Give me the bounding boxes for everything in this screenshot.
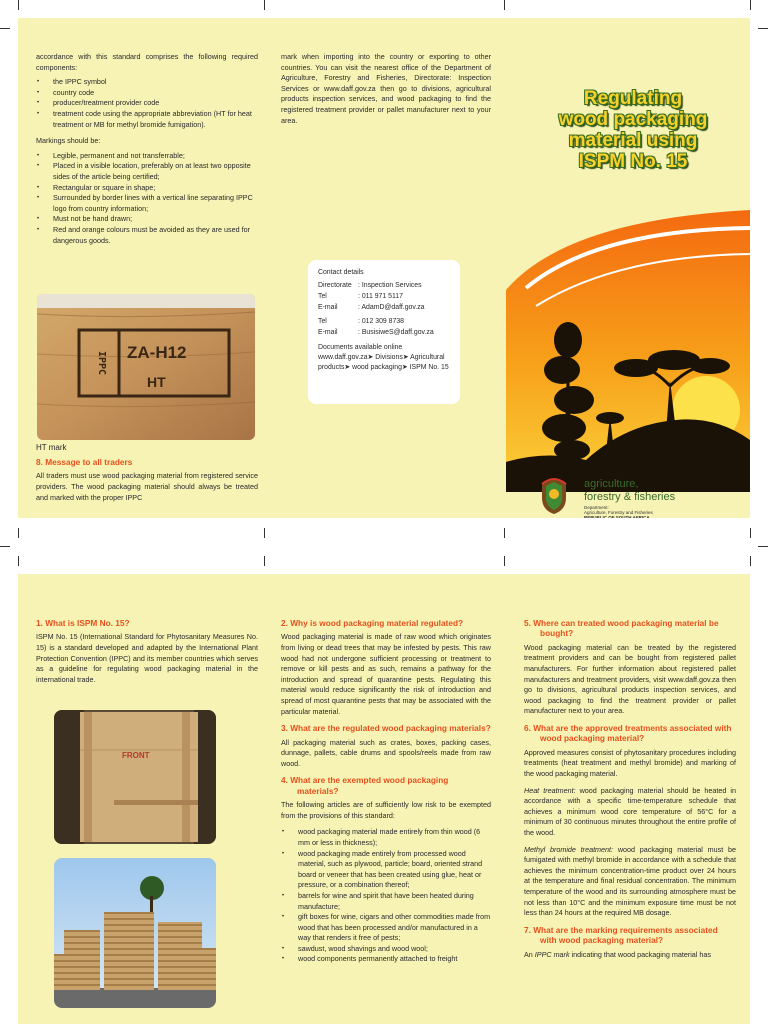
crop-mark: [264, 0, 265, 10]
list-item: • country code: [53, 88, 258, 99]
list-item: • sawdust, wood shavings and wood wool;: [298, 944, 491, 955]
crop-mark: [504, 0, 505, 10]
crop-mark: [750, 0, 751, 10]
contact-box: [308, 260, 460, 404]
panel-col2: [281, 618, 491, 969]
markings-list: [36, 151, 258, 246]
list-item: • Legible, permanent and not transferrable;: [53, 151, 258, 162]
list-item: • wood packaging made entirely from processed wood material, such as plywood, particle; board, oriented strand board or veneer that has been created using glue, heat or pressure, or a combination thereof;: [298, 849, 491, 891]
crop-mark: [18, 556, 19, 566]
section-6-title: 6. What are the approved treatments associated with wood packaging material?: [524, 722, 732, 744]
section-4-text: The following articles are of sufficiently low risk to be exempted from the provisions of this standard:: [281, 800, 491, 820]
stamp-code: ZA-H12: [127, 343, 187, 362]
contact-label: E-mail: [318, 329, 338, 336]
section-5-title: 5. Where can treated wood packaging material be bought?: [524, 618, 719, 639]
list-item: • producer/treatment provider code: [53, 98, 258, 109]
crop-mark: [758, 28, 768, 29]
sunset-illustration: [506, 210, 750, 492]
section-8-title: 8. Message to all traders: [36, 457, 133, 467]
wood-stamp-image: [37, 294, 255, 440]
cover-title-line: Regulating: [583, 88, 683, 109]
crop-mark: [264, 556, 265, 566]
crop-mark: [0, 546, 10, 547]
cover-title-line: wood packaging: [558, 109, 708, 130]
methyl-bromide-label: Methyl bromide treatment:: [524, 844, 614, 854]
contact-row: [318, 302, 450, 313]
ippc-mark-label: IPPC mark: [534, 949, 570, 959]
contact-row: [318, 280, 450, 291]
crate-photo: [54, 710, 216, 844]
middle-text: mark when importing into the country or exporting to other countries. You can visit the nearest office of the Department of Agriculture, Forestry and Fisheries, Directorate: Inspection Services or www.daff.gov.za then go to divisions, agricultural products inspection services, and wood packaging to find the registered treatment provider or pallet manufacturer next to your area.: [281, 52, 491, 125]
contact-value: : Inspection Services: [358, 282, 422, 289]
crop-mark: [18, 528, 19, 538]
logo-line2: forestry & fisheries: [584, 491, 676, 503]
methyl-bromide-text: [524, 845, 736, 919]
docs-title: Documents available online: [318, 344, 403, 351]
crop-mark: [758, 546, 768, 547]
cover-title: [518, 88, 748, 172]
brochure-outside: [18, 18, 750, 518]
contact-label: Directorate: [318, 282, 352, 289]
list-item: • gift boxes for wine, cigars and other commodities made from wood that has been processed and/or manufactured in a way that renders it free of pests;: [298, 912, 491, 944]
section-6-text: Approved measures consist of phytosanitary procedures including treatments (heat treatment and methyl bromide) and marking of the wood packaging material.: [524, 747, 736, 778]
section-8-text: All traders must use wood packaging material from registered service providers. The wood packaging material should always be treated and marked with the proper IPPC: [36, 471, 258, 502]
component-list: [36, 77, 258, 130]
list-item: • the IPPC symbol: [53, 77, 258, 88]
list-item: • Red and orange colours must be avoided as they are used for dangerous goods.: [53, 225, 258, 246]
brochure-inside: [18, 574, 750, 1024]
crop-mark: [18, 0, 19, 10]
contact-row: [318, 291, 450, 302]
cover-title-line: ISPM No. 15: [578, 151, 688, 172]
panel-left: [36, 52, 258, 250]
contact-value: : BusisiweS@daff.gov.za: [358, 329, 434, 336]
contact-row: [318, 327, 450, 338]
panel-middle: [281, 52, 491, 130]
section-2-text: Wood packaging material is made of raw wood which originates from living or dead trees that may be infested by pests. This raw wood had not undergone sufficient processing or treatment to remove or kill pests and as such, remains a pathway for the introduction and spread of quarantine pests. Regulating this material would reduce significantly the risk of introduction and spread of most quarantine pests that may be associated with the particular material.: [281, 632, 491, 716]
intro-text: accordance with this standard comprises the following required components:: [36, 52, 258, 72]
section-5-text: Wood packaging material can be treated by the registered treatment providers and can be bought from registered pallet manufacturers. For further information about registered pallet manufacturers and treatment providers, visit www.daff.gov.za then go to divisions, agricultural products inspection services, and wood packaging to find the treatment provider or pallet manufacturer next to your area.: [524, 642, 736, 716]
list-item: • wood packaging material made entirely from thin wood (6 mm or less in thickness);: [298, 827, 491, 848]
panel-left-lower: [36, 442, 258, 507]
exempt-list: [281, 827, 491, 965]
crop-mark: [750, 556, 751, 566]
crate-image: [54, 710, 216, 844]
contact-label: E-mail: [318, 304, 338, 311]
crop-mark: [504, 556, 505, 566]
ht-mark-photo: [37, 294, 255, 440]
section-1-title: 1. What is ISPM No. 15?: [36, 618, 130, 628]
panel-col3: [524, 618, 736, 964]
stamp-ht: HT: [147, 374, 166, 390]
list-item: • treatment code using the appropriate abbreviation (HT for heat treatment or MB for methyl bromide fumigation).: [53, 109, 258, 130]
section-7-text: [524, 950, 736, 961]
panel-col1: [36, 618, 258, 689]
crate-label: FRONT: [122, 751, 150, 760]
pallets-photo: [54, 858, 216, 1008]
crop-mark: [504, 528, 505, 538]
section-7-body: indicating that wood packaging material has: [569, 949, 711, 959]
heat-treatment-text: [524, 786, 736, 839]
section-3-title: 3. What are the regulated wood packaging materials?: [281, 723, 491, 734]
contact-label: Tel: [318, 293, 327, 300]
section-7-title: 7. What are the marking requirements associated with wood packaging material?: [524, 924, 718, 946]
contact-label: Tel: [318, 318, 327, 325]
section-7-prefix: An: [524, 949, 535, 959]
contact-value: : AdamD@daff.gov.za: [358, 304, 425, 311]
contact-value: : 012 309 8738: [358, 318, 404, 325]
list-item: • barrels for wine and spirit that have been heated during manufacture;: [298, 891, 491, 912]
cover-title-line: material using: [568, 130, 698, 151]
logo-dept1: Department:: [584, 505, 609, 510]
heat-treatment-body: wood packaging material should be heated in accordance with a specific time-temperature schedule that achieves a minimum wood core temperature of 56°C for a minimum of 30 continuous minutes throughout the entire profile of the wood.: [524, 785, 736, 837]
section-4-title: 4. What are the exempted wood packaging materials?: [281, 775, 449, 796]
logo-line1: agriculture,: [584, 478, 639, 490]
list-item: • Must not be hand drawn;: [53, 214, 258, 225]
contact-value: : 011 971 5117: [358, 293, 403, 300]
docs-path: www.daff.gov.za➤ Divisions➤ Agricultural products➤ wood packaging➤ ISPM No. 15: [318, 354, 449, 371]
markings-heading: Markings should be:: [36, 136, 101, 146]
crop-mark: [264, 528, 265, 538]
contact-title: Contact details: [318, 269, 364, 276]
logo-dept3: REPUBLIC OF SOUTH AFRICA: [584, 515, 650, 518]
contact-row: [318, 316, 450, 327]
logo-dept2: Agriculture, Forestry and Fisheries: [584, 510, 653, 515]
list-item: • Surrounded by border lines with a vertical line separating IPPC logo from country information;: [53, 193, 258, 214]
methyl-bromide-body: wood packaging material must be fumigated with methyl bromide in accordance with a schedule that achieves the minimum concentration-time product over 24 hours at the temperature and final residual concentration. The minimum temperature of the wood and its surrounding atmosphere must be not less than 10°C and the minimum exposure time must be not less than 24 hours at the required MB dosage.: [524, 844, 736, 918]
list-item: • wood components permanently attached to freight: [298, 954, 491, 965]
list-item: • Rectangular or square in shape;: [53, 183, 258, 194]
photo-caption: HT mark: [36, 443, 67, 452]
pallets-image: [54, 858, 216, 1008]
crop-mark: [750, 528, 751, 538]
section-3-text: All packaging material such as crates, boxes, packing cases, dunnage, pallets, cable drums and spools/reels made from raw wood.: [281, 737, 491, 768]
crop-mark: [0, 28, 10, 29]
section-1-text: ISPM No. 15 (International Standard for Phytosanitary Measures No. 15) is a standard developed and adapted by the International Plant Protection Convention (IPPC) and its member countries which serves as a guideline for regulating wood packaging material in the international trade.: [36, 632, 258, 684]
heat-treatment-label: Heat treatment:: [524, 785, 576, 795]
section-2-title: 2. Why is wood packaging material regulated?: [281, 618, 464, 628]
coat-of-arms-logo: [536, 476, 572, 516]
list-item: • Placed in a visible location, preferably on at least two opposite sides of the article being certified;: [53, 161, 258, 182]
stamp-ippc: IPPC: [96, 350, 107, 376]
